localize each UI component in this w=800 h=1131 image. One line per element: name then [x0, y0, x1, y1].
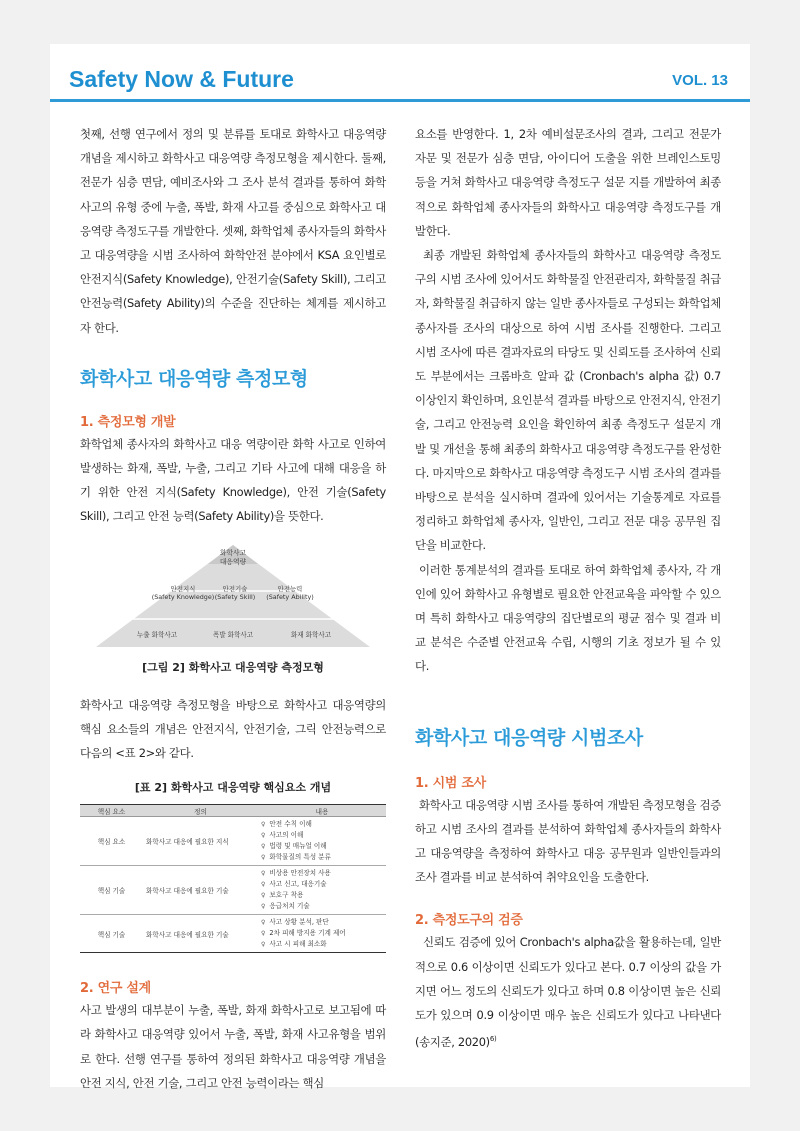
pyramid-ability-label: 안전능력 (Safety Ability): [266, 584, 314, 601]
magazine-title: Safety Now & Future: [69, 66, 294, 92]
pyramid-fire-label: 화재 화학사고: [290, 630, 332, 639]
right-column: [415, 122, 721, 1054]
pyramid-figure: [80, 543, 386, 651]
page-header: [50, 44, 750, 102]
right-paragraph-2: 최종 개발된 화학업체 종사자들의 화학사고 대응역량 측정도구의 시범 조사에 있어서도 화학물질 안전관리자, 화학물질 취급자, 화학물질 취급하지 않는 일반 종사자들로 구성되는 화학업체 종사자를 조사의 대상으로 하여 시범 조사를 진행한다. 그리고 시범 조사에 따른 결과자료의 타당도 및 신뢰도를 조사하여 신뢰도 부분에서는 크롬바흐 알파 값 (Cronbach's alpha 값) 0.7 이상인지 확인하며, 요인분석 결과를 바탕으로 안전지식, 안전기술, 그리고 안전능력 요인을 확인하여 최종 측정도구 설문지 개발 및 개선을 통해 최종의 화학사고 대응역량 측정도구를 완성한다. 마지막으로 화학사고 대응역량 측정도구 시범 조사의 결과를 바탕으로 분석을 실시하며 결과에 있어서는 기술통계로 자료를 정리하고 화학업체 종사자, 일반인, 그리고 전문 대응 공무원 집단을 비교한다.: [415, 248, 721, 553]
pyramid-leak-label: 누출 화학사고: [136, 630, 178, 639]
subsection-title-model-development: 1. 측정모형 개발: [80, 414, 176, 430]
footnote-marker: 6): [489, 1035, 497, 1044]
volume-label: VOL. 13: [672, 72, 728, 89]
table-caption: [표 2] 화학사고 대응역량 핵심요소 개념: [134, 781, 332, 795]
figure-caption: [그림 2] 화학사고 대응역량 측정모형: [142, 660, 324, 674]
pyramid-explosion-label: 폭발 화학사고: [212, 630, 254, 639]
table-header-content: 내용: [258, 805, 386, 817]
table-header-element: 핵심 요소: [80, 805, 143, 817]
right-paragraph-1: 요소를 반영한다. 1, 2차 예비설문조사의 결과, 그리고 전문가 자문 및 전문가 심층 면담, 아이디어 도출을 위한 브레인스토밍 등을 거쳐 화학사고 대응역량 측정도구 설문 지를 개발하여 최종적으로 화학업체 종사자들의 화학사고 대응역량 측정도구를 개발한다.: [415, 127, 721, 238]
subsection-title-tool-verification: 2. 측정도구의 검증: [415, 913, 523, 929]
pyramid-top-label: 화학사고 대응역량: [219, 548, 247, 566]
section-title-measurement-model: 화학사고 대응역량 측정모형: [80, 367, 308, 390]
right-paragraph-3: 이러한 통계분석의 결과를 토대로 하여 화학업체 종사자, 각 개인에 있어 화학사고 유형별로 필요한 안전교육을 파악할 수 있으며 특히 화학사고 대응역량의 집단별로의 평균 점수 및 결과 비교 분석은 수준별 안전교육 수립, 시행의 기초 정보가 될 수 있다.: [415, 562, 721, 674]
figure-followup-paragraph: 화학사고 대응역량 측정모형을 바탕으로 화학사고 대응역량의 핵심 요소들의 개념은 안전지식, 안전기술, 그릭 안전능력으로 다음의 <표 2>와 같다.: [80, 697, 386, 761]
research-design-paragraph: 사고 발생의 대부분이 누출, 폭발, 화재 화학사고로 보고됨에 따라 화학사고 대응역량 있어서 누출, 폭발, 화재 사고유형을 범위로 한다. 선행 연구를 통하여 정의된 화학사고 대응역량 개념을 안전 지식, 안전 기술, 그리고 안전 능력이라는 핵심: [80, 1003, 386, 1090]
table-header-definition: 정의: [143, 805, 258, 817]
table-row: 핵심 기술 화학사고 대응에 필요한 기술 ♀ 사고 상황 분석, 판단 ♀ 2차 피해 방지용 기계 제어 ♀ 사고 시 피해 최소화: [80, 915, 386, 953]
page: [50, 44, 750, 1090]
table-row: 핵심 요소 화학사고 대응에 필요한 지식 ♀ 안전 수칙 이해 ♀ 사고의 이해 ♀ 법령 및 매뉴얼 이해 ♀ 화학물질의 특성 분류: [80, 817, 386, 866]
model-development-paragraph: 화학업체 종사자의 화학사고 대응 역량이란 화학 사고로 인하여 발생하는 화재, 폭발, 누출, 그리고 기타 사고에 대해 대응을 하기 위한 안전 지식(Safety Knowledge), 안전 기술(Safety Skill), 그리고 안전 능력(Safety Ability)을 뜻한다.: [80, 436, 386, 524]
tool-verification-paragraph: 신뢰도 검증에 있어 Cronbach's alpha값을 활용하는데, 일반적으로 0.6 이상이면 신뢰도가 있다고 본다. 0.7 이상의 값을 가지면 어느 정도의 신뢰도가 있다고 하며 0.8 이상이면 높은 신뢰도가 있으며 0.9 이상이면 매우 높은 신뢰도가 있다고 나타낸다(송지준, 2020)$^{6)}$: [415, 935, 721, 1050]
pyramid-knowledge-label: 안전지식 (Safety Knowledge): [151, 584, 215, 601]
subsection-title-research-design: 2. 연구 설계: [80, 981, 151, 997]
table-row: 핵심 기술 화학사고 대응에 필요한 기술 ♀ 비상용 안전장치 사용 ♀ 사고 신고, 대응기술 ♀ 보호구 착용 ♀ 응급처치 기술: [80, 866, 386, 915]
pyramid-skill-label: 안전기술 (Safety Skill): [214, 584, 256, 601]
pilot-survey-paragraph: 화학사고 대응역량 시범 조사를 통하여 개발된 측정모형을 검증하고 시범 조사의 결과를 분석하여 화학업체 종사자들의 화학사고 대응역량을 측정하여 화학사고 대응 공무원과 일반인들과의 조사 결과를 비교 분석하여 취약요인을 도출한다.: [415, 797, 721, 885]
intro-paragraph: 첫째, 선행 연구에서 정의 및 분류를 토대로 화학사고 대응역량 개념을 제시하고 화학사고 대응역량 측정모형을 제시한다. 둘째, 전문가 심층 면담, 예비조사와 그 조사 분석 결과를 통하여 화학사고의 유형 중에 누출, 폭발, 화재 사고를 중심으로 화학사고 대응역량 측정도구를 개발한다. 셋째, 화학업체 종사자들의 화학사고 대응역량을 시범 조사하여 화학안전 분야에서 KSA 요인별로 안전지식(Safety Knowledge), 안전기술(Safety Skill), 그리고 안전능력(Safety Ability)의 수준을 진단하는 체계를 제시하고자 한다.: [80, 127, 386, 335]
left-column: [80, 122, 386, 1095]
core-elements-table: [80, 804, 386, 953]
subsection-title-pilot-survey: 1. 시범 조사: [415, 775, 486, 791]
section-title-pilot-survey: 화학사고 대응역량 시범조사: [415, 726, 643, 749]
